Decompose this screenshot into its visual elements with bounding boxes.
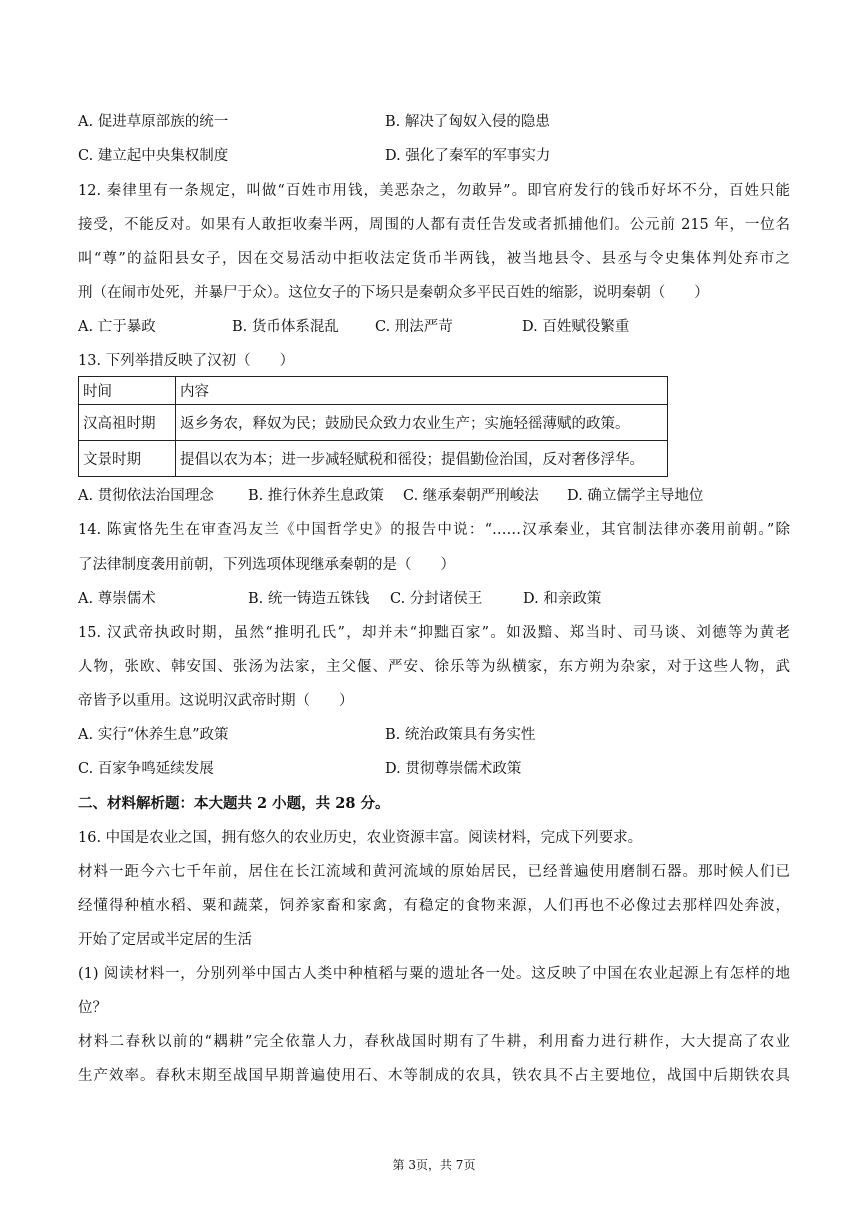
table-header-cell: 内容 [176, 377, 668, 405]
q12-option-c: C. 刑法严苛 [375, 319, 453, 335]
q15-option-b: B. 统治政策具有务实性 [385, 727, 536, 743]
q15-option-d: D. 贯彻尊崇儒术政策 [385, 761, 522, 777]
q14-option-d: D. 和亲政策 [523, 591, 602, 607]
table-cell: 提倡以农为本；进一步减轻赋税和徭役；提倡勤俭治国，反对奢侈浮华。 [176, 441, 668, 477]
q12-stem-line-4: 刑（在闹市处死，并暴尸于众）。这位女子的下场只是秦朝众多平民百姓的缩影，说明秦朝（ ） [78, 285, 709, 301]
q16-material1-line-1: 材料一距今六七千年前，居住在长江流域和黄河流域的原始居民，已经普遍使用磨制石器。那时候人们已 [78, 864, 790, 880]
table-cell: 返乡务农，释奴为民；鼓励民众致力农业生产；实施轻徭薄赋的政策。 [176, 405, 668, 441]
q14-option-c: C. 分封诸侯王 [390, 591, 483, 607]
q16-material2-line-1: 材料二春秋以前的“耦耕”完全依靠人力，春秋战国时期有了牛耕，利用畜力进行耕作，大大提高了农业 [78, 1034, 790, 1050]
table-header-cell: 时间 [79, 377, 176, 405]
q13-option-a: A. 贯彻依法治国理念 [78, 488, 214, 504]
q14-option-b: B. 统一铸造五铢钱 [248, 591, 370, 607]
q16-stem: 16. 中国是农业之国，拥有悠久的农业历史，农业资源丰富。阅读材料，完成下列要求。 [78, 830, 643, 846]
q14-stem-line-1: 14. 陈寅恪先生在审查冯友兰《中国哲学史》的报告中说：“……汉承秦业，其官制法律亦袭用前朝。”除 [78, 522, 790, 538]
q12-option-a: A. 亡于暴政 [78, 319, 156, 335]
q12-option-b: B. 货币体系混乱 [232, 319, 339, 335]
q13-option-d: D. 确立儒学主导地位 [567, 488, 704, 504]
q16-material1-line-2: 经懂得种植水稻、粟和蔬菜，饲养家畜和家禽，有稳定的食物来源，人们再也不必像过去那样四处奔波， [78, 898, 790, 914]
q16-material1-line-3: 开始了定居或半定居的生活 [78, 932, 252, 948]
table-cell: 汉高祖时期 [79, 405, 176, 441]
table-row [79, 405, 668, 441]
q12-option-d: D. 百姓赋役繁重 [522, 319, 630, 335]
q11-option-a: A. 促进草原部族的统一 [78, 114, 229, 130]
page-number: 第 3页，共 7页 [392, 1158, 476, 1172]
q11-option-d: D. 强化了秦军的军事实力 [385, 148, 551, 164]
q15-stem-line-1: 15. 汉武帝执政时期，虽然“推明孔氏”，却并未“抑黜百家”。如汲黯、郑当时、司马谈、刘德等为黄老 [78, 625, 790, 641]
q15-stem-line-3: 帝皆予以重用。这说明汉武帝时期（ ） [78, 693, 354, 709]
q13-stem: 13. 下列举措反映了汉初（ ） [78, 353, 295, 369]
q12-stem-line-2: 接受，不能反对。如果有人敢拒收秦半两，周围的人都有责任告发或者抓捕他们。公元前 215 年，一位名 [78, 217, 790, 233]
q11-option-b: B. 解决了匈奴入侵的隐患 [385, 114, 550, 130]
q14-option-a: A. 尊崇儒术 [78, 591, 156, 607]
q12-stem-line-3: 叫“尊”的益阳县女子，因在交易活动中拒收法定货币半两钱，被当地县令、县丞与令史集体判处弃市之 [78, 251, 790, 267]
q15-option-a: A. 实行“休养生息”政策 [78, 727, 229, 743]
q15-stem-line-2: 人物，张欧、韩安国、张汤为法家，主父偃、严安、徐乐等为纵横家，东方朔为杂家，对于这些人物，武 [78, 659, 790, 675]
section-heading: 二、材料解析题：本大题共 2 小题，共 28 分。 [78, 795, 390, 812]
q11-option-c: C. 建立起中央集权制度 [78, 148, 229, 164]
table-row [79, 441, 668, 477]
q12-stem-line-1: 12. 秦律里有一条规定，叫做“百姓市用钱，美恶杂之，勿敢异”。即官府发行的钱币好坏不分，百姓只能 [78, 183, 790, 199]
q16-sub1-line-1: (1) 阅读材料一，分别列举中国古人类中种植稻与粟的遗址各一处。这反映了中国在农业起源上有怎样的地 [78, 966, 790, 982]
q16-sub1-line-2: 位？ [78, 1000, 107, 1016]
q13-table [78, 376, 668, 477]
q13-option-b: B. 推行休养生息政策 [248, 488, 384, 504]
table-cell: 文景时期 [79, 441, 176, 477]
q15-option-c: C. 百家争鸣延续发展 [78, 761, 214, 777]
table-header-row [79, 377, 668, 405]
q14-stem-line-2: 了法律制度袭用前朝，下列选项体现继承秦朝的是（ ） [78, 557, 455, 573]
q13-option-c: C. 继承秦朝严刑峻法 [403, 488, 539, 504]
q16-material2-line-2: 生产效率。春秋末期至战国早期普遍使用石、木等制成的农具，铁农具不占主要地位，战国中后期铁农具 [78, 1068, 790, 1084]
